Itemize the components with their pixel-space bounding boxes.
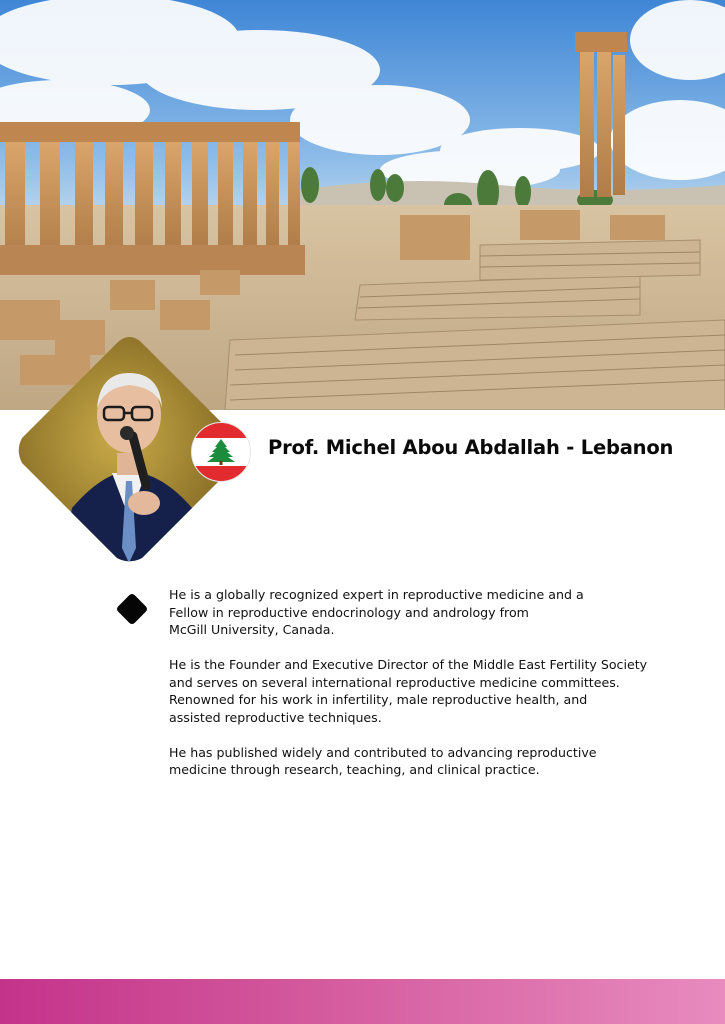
bio-line: Fellow in reproductive endocrinology and andrology from	[169, 604, 529, 620]
bio-paragraph	[169, 586, 689, 639]
speaker-name: Prof. Michel Abou Abdallah - Lebanon	[268, 436, 674, 459]
footer-gradient-bar	[0, 979, 725, 1024]
diamond-bullet-icon	[116, 593, 148, 625]
bio-paragraph	[169, 744, 689, 779]
bio-line: Renowned for his work in infertility, male reproductive health, and	[169, 692, 588, 707]
bio-paragraph	[169, 656, 689, 726]
bio-line: He is a globally recognized expert in reproductive medicine and a	[169, 587, 584, 602]
bio-line: He has published widely and contributed to advancing reproductive	[169, 744, 597, 760]
bio-line: McGill University, Canada.	[169, 622, 335, 637]
speaker-bio	[169, 586, 689, 796]
bio-line: and serves on several international reproductive medicine committees.	[169, 674, 620, 690]
bio-line: He is the Founder and Executive Director of the Middle East Fertility Society	[169, 657, 648, 672]
bio-line: assisted reproductive techniques.	[169, 709, 382, 725]
bio-line: medicine through research, teaching, and clinical practice.	[169, 762, 540, 777]
lebanon-flag-icon	[191, 422, 251, 482]
